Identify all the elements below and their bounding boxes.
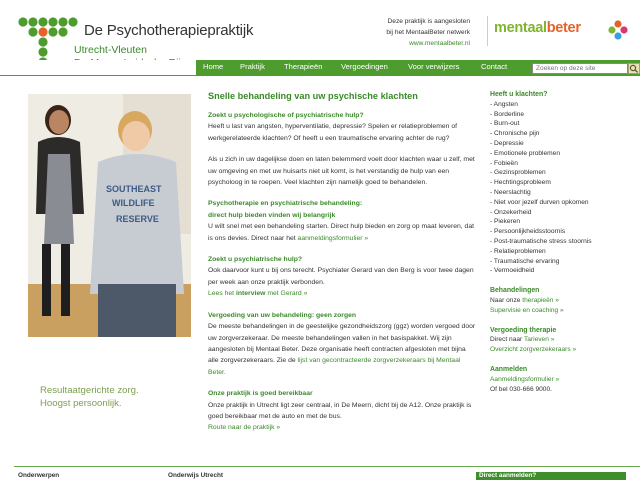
complaint-label[interactable]: Post-traumatische stress stoornis bbox=[494, 237, 592, 245]
complaint-label[interactable]: Borderline bbox=[494, 110, 525, 118]
hero-photo-illustration bbox=[28, 94, 191, 337]
complaint-label[interactable]: Niet voor jezelf durven opkomen bbox=[494, 198, 589, 206]
partner-logo-part-a: mentaal bbox=[494, 20, 547, 36]
section-text-reimbursement bbox=[208, 321, 476, 378]
shirt-text-3: RESERVE bbox=[116, 214, 159, 224]
complaint-label[interactable]: Onzekerheid bbox=[494, 208, 532, 216]
complaint-label[interactable]: Gezinsproblemen bbox=[494, 169, 546, 177]
site-subtitle-1: Utrecht-Vleuten bbox=[74, 44, 147, 56]
complaint-item[interactable]: - Hechtingsprobleem bbox=[490, 179, 551, 187]
interview-link-part-a[interactable]: Lees het bbox=[208, 290, 236, 298]
insurers-overview-link[interactable]: Overzicht zorgverzekeraars » bbox=[490, 346, 577, 354]
section-heading-reimbursement: Vergoeding van uw behandeling: geen zorgen bbox=[208, 311, 357, 319]
nav-therapieen[interactable]: Therapieën bbox=[284, 62, 323, 71]
shirt-text-1: SOUTHEAST bbox=[106, 184, 162, 194]
complaint-item[interactable]: - Angsten bbox=[490, 100, 518, 108]
nav-contact[interactable]: Contact bbox=[481, 62, 508, 71]
partner-logo-part-b: beter bbox=[546, 20, 581, 36]
section-heading-help: Zoekt u psychologische of psychiatrische hulp? bbox=[208, 112, 364, 119]
sidebar-heading-costs: Vergoeding therapie bbox=[490, 326, 557, 334]
sidebar-block-registration bbox=[490, 365, 640, 394]
complaint-label[interactable]: Burn-out bbox=[494, 120, 520, 128]
page-title: Snelle behandeling van uw psychische klachten bbox=[208, 91, 418, 101]
network-url-link[interactable]: www.mentaalbeter.nl bbox=[409, 40, 470, 47]
section-heading-psychiatry: Zoekt u psychiatrische hulp? bbox=[208, 256, 303, 264]
complaint-label[interactable]: Vermoeidheid bbox=[494, 267, 535, 275]
complaint-item[interactable]: - Onzekerheid bbox=[490, 208, 532, 216]
treatment-text: U wilt snel met een behandeling starten. Direct hulp bieden en zorg op maat leveren, dat is ons devies. Direct naar het bbox=[208, 223, 474, 242]
complaint-item[interactable]: - Relatieproblemen bbox=[490, 247, 546, 255]
route-link-wrap bbox=[208, 422, 476, 433]
section-text-treatment bbox=[208, 221, 476, 244]
nav-divider-line bbox=[0, 75, 196, 76]
sidebar-heading-registration: Aanmelden bbox=[490, 365, 528, 373]
treatments-line bbox=[490, 296, 640, 306]
complaint-item[interactable]: - Persoonlijkheidsstoornis bbox=[490, 228, 566, 236]
network-line-1: Deze praktijk is aangesloten bbox=[387, 18, 470, 25]
complaints-list bbox=[490, 100, 640, 276]
treatments-text: Naar onze bbox=[490, 296, 523, 304]
sidebar-registration-form-link[interactable]: Aanmeldingsformulier » bbox=[490, 375, 560, 383]
complaint-item[interactable]: - Neerslachtig bbox=[490, 188, 531, 196]
interview-link[interactable] bbox=[208, 288, 476, 299]
complaint-item[interactable]: - Piekeren bbox=[490, 218, 521, 226]
interview-link-part-b[interactable]: interview bbox=[235, 290, 266, 298]
section-text-location: Onze praktijk in Utrecht ligt zeer centraal, in De Meern, dicht bij de A12. Onze praktijk is goed bereikbaar met de auto en met de bus. bbox=[208, 401, 472, 420]
search-icon bbox=[629, 64, 639, 73]
footer-divider bbox=[14, 466, 640, 467]
costs-text: Direct naar bbox=[490, 336, 524, 344]
nav-voor-verwijzers[interactable]: Voor verwijzers bbox=[408, 62, 460, 71]
section-heading-location: Onze praktijk is goed bereikbaar bbox=[208, 390, 313, 398]
sidebar bbox=[490, 90, 640, 394]
nav-home[interactable]: Home bbox=[203, 62, 224, 71]
complaint-item[interactable]: - Borderline bbox=[490, 110, 525, 118]
nav-vergoedingen[interactable]: Vergoedingen bbox=[341, 62, 388, 71]
complaint-item[interactable]: - Traumatische ervaring bbox=[490, 257, 560, 265]
section-text-help-2: Als u zich in uw dagelijkse doen en laten belemmerd voelt door klachten waar u zelf, met uw omgeving en met uw huisarts niet uit komt, is het verstandig de hulp van een psycholoog in te roepen. Veel klachten zijn namelijk goed te behandelen. bbox=[208, 156, 475, 187]
hero-caption-1: Resultaatgerichte zorg. bbox=[40, 385, 139, 396]
insurers-list-link[interactable]: lijst van gecontracteerde zorgverzekeraars bij Mentaal Beter. bbox=[208, 357, 461, 376]
search-input[interactable] bbox=[532, 63, 628, 74]
complaint-item[interactable]: - Emotionele problemen bbox=[490, 149, 561, 157]
hero-caption-2: Hoogst persoonlijk. bbox=[40, 398, 122, 409]
supervision-coaching-link[interactable]: Supervisie en coaching » bbox=[490, 306, 564, 314]
complaint-label[interactable]: Depressie bbox=[494, 139, 524, 147]
complaint-item[interactable]: - Fobieën bbox=[490, 159, 518, 167]
complaint-label[interactable]: Emotionele problemen bbox=[494, 149, 561, 157]
main-content bbox=[208, 90, 476, 434]
footer-box-register[interactable]: Direct aanmelden? bbox=[476, 472, 626, 480]
section-subheading-treatment: direct hulp bieden vinden wij belangrijk bbox=[208, 211, 336, 219]
complaint-item[interactable]: - Depressie bbox=[490, 139, 524, 147]
mentaalbeter-flower-icon bbox=[608, 20, 628, 40]
complaint-item[interactable]: - Burn-out bbox=[490, 120, 520, 128]
nav-praktijk[interactable]: Praktijk bbox=[240, 62, 265, 71]
hero-image bbox=[28, 94, 191, 409]
network-line-2: bij het MentaalBeter netwerk bbox=[386, 29, 470, 36]
costs-line bbox=[490, 335, 640, 345]
section-text-psychiatry: Ook daarvoor kunt u bij ons terecht. Psychiater Gerard van den Berg is voor twee dagen per week aan onze praktijk verbonden. bbox=[208, 267, 474, 286]
phone-text: Of bel 030-666 9000. bbox=[490, 385, 552, 393]
complaint-label[interactable]: Persoonlijkheidsstoornis bbox=[494, 228, 566, 236]
complaint-label[interactable]: Piekeren bbox=[494, 218, 521, 226]
complaint-label[interactable]: Angsten bbox=[493, 100, 518, 108]
complaint-item[interactable]: - Gezinsproblemen bbox=[490, 169, 546, 177]
sidebar-block-costs bbox=[490, 326, 640, 355]
section-heading-treatment: Psychotherapie en psychiatrische behandeling: bbox=[208, 200, 363, 208]
interview-link-part-c[interactable]: met Gerard » bbox=[265, 290, 308, 298]
site-title[interactable]: De Psychotherapiepraktijk bbox=[84, 22, 254, 39]
complaint-item[interactable]: - Vermoeidheid bbox=[490, 267, 535, 275]
complaint-label[interactable]: Chronische pijn bbox=[494, 130, 540, 138]
network-notice bbox=[370, 16, 470, 49]
sidebar-heading-treatments: Behandelingen bbox=[490, 287, 540, 295]
registration-form-link[interactable]: aanmeldingsformulier » bbox=[297, 234, 369, 242]
sidebar-heading-complaints: Heeft u klachten? bbox=[490, 91, 548, 98]
footer-box-education[interactable]: Onderwijs Utrecht bbox=[168, 472, 288, 480]
header-divider bbox=[487, 16, 488, 46]
complaint-label[interactable]: Relatieproblemen bbox=[494, 247, 546, 255]
complaint-label[interactable]: Fobieën bbox=[494, 159, 518, 167]
complaint-item[interactable]: - Post-traumatische stress stoornis bbox=[490, 237, 592, 245]
sidebar-block-treatments bbox=[490, 286, 640, 315]
complaint-label[interactable]: Neerslachtig bbox=[494, 188, 531, 196]
complaint-label[interactable]: Traumatische ervaring bbox=[493, 257, 560, 265]
footer-box-topics[interactable]: Onderwerpen bbox=[18, 472, 138, 480]
search-button[interactable] bbox=[628, 63, 640, 74]
therapies-link[interactable]: therapieën » bbox=[522, 296, 559, 304]
header bbox=[0, 0, 640, 60]
mentaalbeter-logo[interactable] bbox=[494, 20, 581, 36]
reimbursement-text: De meeste behandelingen in de geestelijke gezondheidszorg (ggz) worden vergoed door uw zorgverzekeraar. De meeste behandelingen vallen in het basispakket. Wij zijn aangesloten bij Mentaal Beter. Deze organisatie heeft contracten afgesloten met bijna alle zorgverzekeraars. Zie de bbox=[208, 323, 476, 365]
route-link[interactable]: Route naar de praktijk » bbox=[208, 424, 281, 432]
rates-link[interactable]: Tarieven » bbox=[523, 336, 555, 344]
complaint-item[interactable]: - Chronische pijn bbox=[490, 130, 540, 138]
shirt-text-2: WILDLIFE bbox=[112, 198, 155, 208]
section-text-help-1: Heeft u last van angsten, hyperventilatie, depressie? Spelen er relatieproblemen of werkgerelateerde klachten? Of heeft u een traumatische ervaring achter de rug? bbox=[208, 123, 457, 142]
complaint-label[interactable]: Hechtingsprobleem bbox=[494, 179, 551, 187]
complaint-item[interactable]: - Niet voor jezelf durven opkomen bbox=[490, 198, 589, 206]
